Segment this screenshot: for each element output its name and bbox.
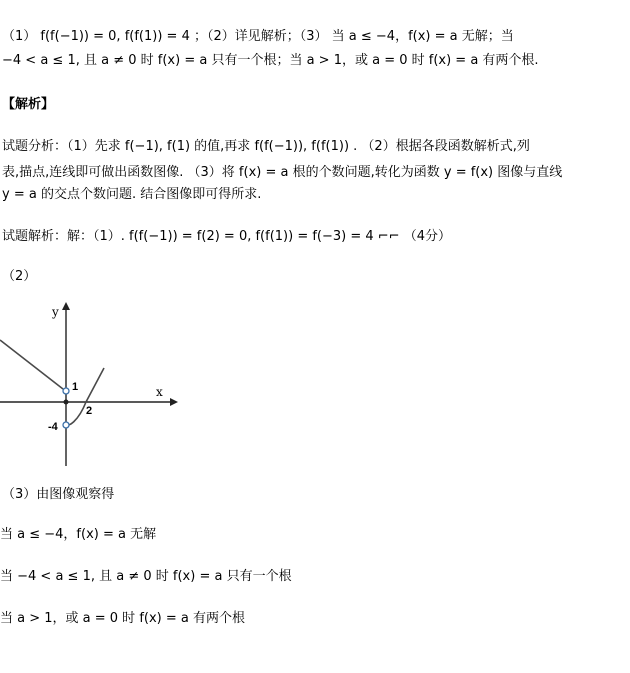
- y-axis-arrow: [62, 302, 70, 310]
- open-point-neg-four: [63, 422, 69, 428]
- label-two: 2: [86, 405, 93, 417]
- origin-point: [64, 400, 69, 405]
- x-axis-label: x: [156, 385, 163, 399]
- case-one-root: 当 −4 < a ≤ 1, 且 a ≠ 0 时 f(x) = a 只有一个根: [0, 569, 292, 584]
- y-axis-label: y: [52, 305, 59, 319]
- right-branch-curve: [66, 368, 104, 425]
- x-axis-arrow: [170, 398, 178, 406]
- analysis-line-2: 表,描点,连线即可做出函数图像. （3）将 f(x) = a 根的个数问题,转化为函数 y = f(x) 图像与直线: [2, 165, 563, 180]
- function-graph: [0, 296, 200, 476]
- solution-line-1: 试题解析：解：（1）. f(f(−1)) = f(2) = 0, f(f(1)) = f(−3) = 4 ⌐⌐ （4分）: [2, 229, 451, 244]
- label-one: 1: [72, 381, 79, 393]
- analysis-header: 【解析】: [2, 97, 55, 112]
- part-3-label: （3）由图像观察得: [2, 487, 115, 502]
- left-branch-curve: [0, 340, 63, 389]
- case-no-solution: 当 a ≤ −4，f(x) = a 无解: [0, 527, 157, 542]
- label-neg-four: -4: [48, 421, 58, 433]
- case-two-roots: 当 a > 1，或 a = 0 时 f(x) = a 有两个根: [0, 611, 245, 626]
- analysis-line-3: y = a 的交点个数问题. 结合图像即可得所求.: [2, 187, 262, 202]
- answer-line-1: （1） f(f(−1)) = 0, f(f(1)) = 4 ；（2）详见解析；（3） 当 a ≤ −4，f(x) = a 无解；当: [2, 29, 514, 44]
- open-point-one: [63, 388, 69, 394]
- part-2-label: （2）: [2, 269, 37, 284]
- analysis-line-1: 试题分析：（1）先求 f(−1), f(1) 的值,再求 f(f(−1)), f(f(1)) . （2）根据各段函数解析式,列: [2, 139, 530, 154]
- answer-line-2: −4 < a ≤ 1, 且 a ≠ 0 时 f(x) = a 只有一个根；当 a > 1，或 a = 0 时 f(x) = a 有两个根.: [2, 53, 539, 68]
